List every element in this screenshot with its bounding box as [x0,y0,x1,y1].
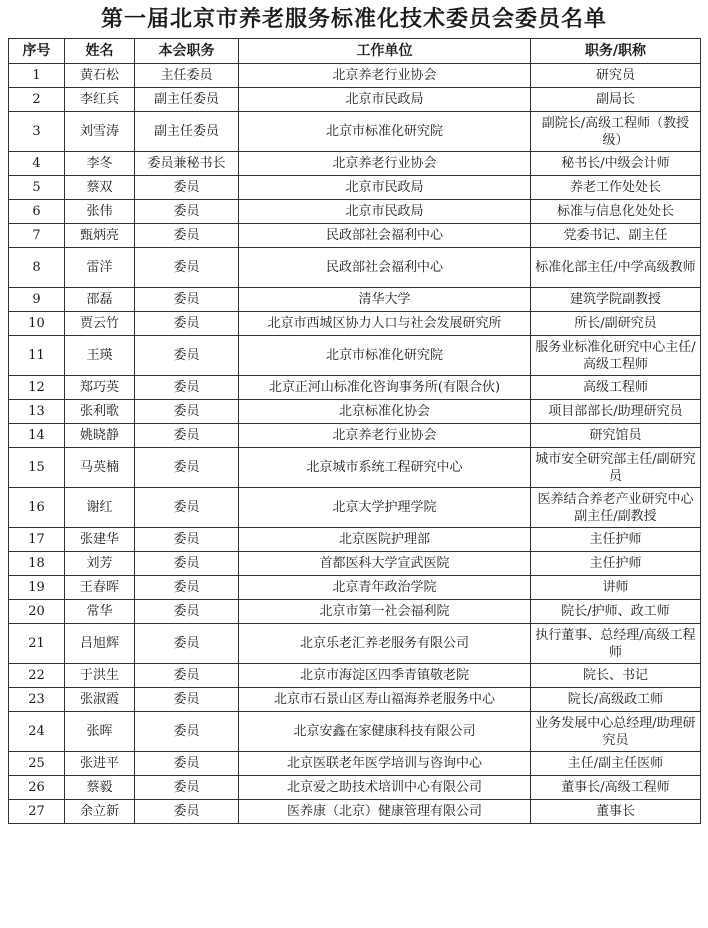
table-row [9,752,701,776]
cell-no: 2 [9,88,65,112]
cell-no: 15 [9,448,65,488]
cell-role: 委员 [135,624,239,664]
table-row [9,88,701,112]
cell-name: 黄石松 [65,64,135,88]
cell-name: 王春晖 [65,576,135,600]
cell-title: 秘书长/中级会计师 [531,152,701,176]
cell-role: 委员 [135,448,239,488]
cell-name: 贾云竹 [65,312,135,336]
cell-no: 7 [9,224,65,248]
cell-unit: 北京爱之助技术培训中心有限公司 [239,776,531,800]
header-role: 本会职务 [135,39,239,64]
table-body [9,64,701,824]
cell-no: 26 [9,776,65,800]
cell-no: 20 [9,600,65,624]
header-unit: 工作单位 [239,39,531,64]
cell-unit: 北京城市系统工程研究中心 [239,448,531,488]
cell-role: 委员 [135,336,239,376]
cell-role: 委员 [135,376,239,400]
cell-no: 13 [9,400,65,424]
cell-unit: 北京医院护理部 [239,528,531,552]
table-row [9,800,701,824]
table-row [9,288,701,312]
cell-no: 19 [9,576,65,600]
cell-unit: 北京市标准化研究院 [239,336,531,376]
cell-name: 张晖 [65,712,135,752]
cell-title: 董事长 [531,800,701,824]
cell-unit: 北京市第一社会福利院 [239,600,531,624]
cell-no: 6 [9,200,65,224]
cell-no: 12 [9,376,65,400]
cell-name: 常华 [65,600,135,624]
cell-title: 党委书记、副主任 [531,224,701,248]
cell-unit: 北京大学护理学院 [239,488,531,528]
cell-unit: 北京标准化协会 [239,400,531,424]
cell-title: 研究员 [531,64,701,88]
cell-name: 马英楠 [65,448,135,488]
cell-name: 张利歌 [65,400,135,424]
table-row [9,112,701,152]
table-row [9,624,701,664]
cell-no: 17 [9,528,65,552]
cell-role: 委员 [135,488,239,528]
cell-name: 雷洋 [65,248,135,288]
cell-name: 刘芳 [65,552,135,576]
cell-name: 甄炳亮 [65,224,135,248]
cell-title: 业务发展中心总经理/助理研究员 [531,712,701,752]
member-table [8,38,701,824]
cell-unit: 首都医科大学宣武医院 [239,552,531,576]
cell-title: 副局长 [531,88,701,112]
cell-unit: 北京青年政治学院 [239,576,531,600]
table-row [9,200,701,224]
header-name: 姓名 [65,39,135,64]
cell-unit: 北京市标准化研究院 [239,112,531,152]
table-row [9,248,701,288]
cell-role: 委员 [135,200,239,224]
cell-no: 14 [9,424,65,448]
cell-role: 委员 [135,424,239,448]
cell-unit: 清华大学 [239,288,531,312]
table-row [9,64,701,88]
document-title: 第一届北京市养老服务标准化技术委员会委员名单 [100,6,607,32]
cell-role: 委员 [135,712,239,752]
cell-unit: 北京市石景山区寿山福海养老服务中心 [239,688,531,712]
cell-no: 8 [9,248,65,288]
table-row [9,776,701,800]
cell-name: 邵磊 [65,288,135,312]
cell-unit: 北京市西城区协力人口与社会发展研究所 [239,312,531,336]
cell-name: 李冬 [65,152,135,176]
cell-no: 27 [9,800,65,824]
cell-no: 16 [9,488,65,528]
cell-role: 副主任委员 [135,88,239,112]
cell-role: 委员 [135,576,239,600]
cell-title: 院长、书记 [531,664,701,688]
cell-no: 24 [9,712,65,752]
table-row [9,400,701,424]
table-row [9,312,701,336]
table-row [9,528,701,552]
cell-unit: 北京安鑫在家健康科技有限公司 [239,712,531,752]
cell-no: 4 [9,152,65,176]
cell-unit: 民政部社会福利中心 [239,224,531,248]
cell-unit: 北京市海淀区四季青镇敬老院 [239,664,531,688]
cell-unit: 北京正河山标准化咨询事务所(有限合伙) [239,376,531,400]
cell-role: 主任委员 [135,64,239,88]
cell-no: 11 [9,336,65,376]
cell-no: 9 [9,288,65,312]
cell-name: 王瑛 [65,336,135,376]
cell-no: 22 [9,664,65,688]
cell-title: 所长/副研究员 [531,312,701,336]
cell-title: 项目部部长/助理研究员 [531,400,701,424]
cell-role: 委员 [135,776,239,800]
table-header-row [9,39,701,64]
cell-unit: 北京养老行业协会 [239,424,531,448]
cell-unit: 北京市民政局 [239,200,531,224]
cell-role: 委员 [135,176,239,200]
cell-role: 委员 [135,600,239,624]
cell-title: 服务业标准化研究中心主任/高级工程师 [531,336,701,376]
cell-role: 委员 [135,752,239,776]
cell-title: 讲师 [531,576,701,600]
cell-role: 委员 [135,400,239,424]
cell-role: 副主任委员 [135,112,239,152]
cell-name: 张建华 [65,528,135,552]
cell-unit: 民政部社会福利中心 [239,248,531,288]
cell-title: 执行董事、总经理/高级工程师 [531,624,701,664]
table-row [9,424,701,448]
table-row [9,176,701,200]
cell-role: 委员 [135,528,239,552]
cell-name: 于洪生 [65,664,135,688]
header-title: 职务/职称 [531,39,701,64]
cell-name: 张淑霞 [65,688,135,712]
cell-title: 医养结合养老产业研究中心副主任/副教授 [531,488,701,528]
table-row [9,488,701,528]
table-row [9,600,701,624]
cell-no: 18 [9,552,65,576]
cell-name: 谢红 [65,488,135,528]
cell-title: 主任/副主任医师 [531,752,701,776]
cell-name: 张进平 [65,752,135,776]
table-row [9,448,701,488]
cell-title: 研究馆员 [531,424,701,448]
cell-name: 李红兵 [65,88,135,112]
cell-title: 董事长/高级工程师 [531,776,701,800]
cell-no: 1 [9,64,65,88]
cell-role: 委员 [135,224,239,248]
cell-name: 姚晓静 [65,424,135,448]
cell-name: 刘雪涛 [65,112,135,152]
table-row [9,224,701,248]
cell-name: 蔡双 [65,176,135,200]
cell-no: 5 [9,176,65,200]
table-row [9,152,701,176]
cell-title: 城市安全研究部主任/副研究员 [531,448,701,488]
table-row [9,336,701,376]
cell-role: 委员 [135,664,239,688]
cell-unit: 医养康（北京）健康管理有限公司 [239,800,531,824]
cell-name: 蔡毅 [65,776,135,800]
table-row [9,576,701,600]
cell-no: 25 [9,752,65,776]
table-row [9,376,701,400]
cell-role: 委员 [135,688,239,712]
cell-unit: 北京市民政局 [239,88,531,112]
cell-role: 委员 [135,288,239,312]
header-no: 序号 [9,39,65,64]
cell-no: 23 [9,688,65,712]
cell-title: 院长/高级政工师 [531,688,701,712]
cell-role: 委员 [135,552,239,576]
cell-unit: 北京养老行业协会 [239,64,531,88]
cell-title: 养老工作处处长 [531,176,701,200]
cell-title: 标准化部主任/中学高级教师 [531,248,701,288]
cell-title: 高级工程师 [531,376,701,400]
cell-title: 副院长/高级工程师（教授级） [531,112,701,152]
cell-unit: 北京市民政局 [239,176,531,200]
table-row [9,552,701,576]
cell-role: 委员兼秘书长 [135,152,239,176]
cell-title: 建筑学院副教授 [531,288,701,312]
cell-role: 委员 [135,248,239,288]
table-row [9,712,701,752]
cell-name: 张伟 [65,200,135,224]
cell-title: 主任护师 [531,528,701,552]
cell-no: 10 [9,312,65,336]
cell-name: 余立新 [65,800,135,824]
cell-unit: 北京医联老年医学培训与咨询中心 [239,752,531,776]
cell-name: 吕旭辉 [65,624,135,664]
cell-unit: 北京养老行业协会 [239,152,531,176]
table-row [9,688,701,712]
cell-role: 委员 [135,312,239,336]
cell-no: 3 [9,112,65,152]
cell-role: 委员 [135,800,239,824]
cell-name: 郑巧英 [65,376,135,400]
cell-title: 主任护师 [531,552,701,576]
cell-no: 21 [9,624,65,664]
table-row [9,664,701,688]
cell-unit: 北京乐老汇养老服务有限公司 [239,624,531,664]
cell-title: 院长/护师、政工师 [531,600,701,624]
cell-title: 标准与信息化处处长 [531,200,701,224]
